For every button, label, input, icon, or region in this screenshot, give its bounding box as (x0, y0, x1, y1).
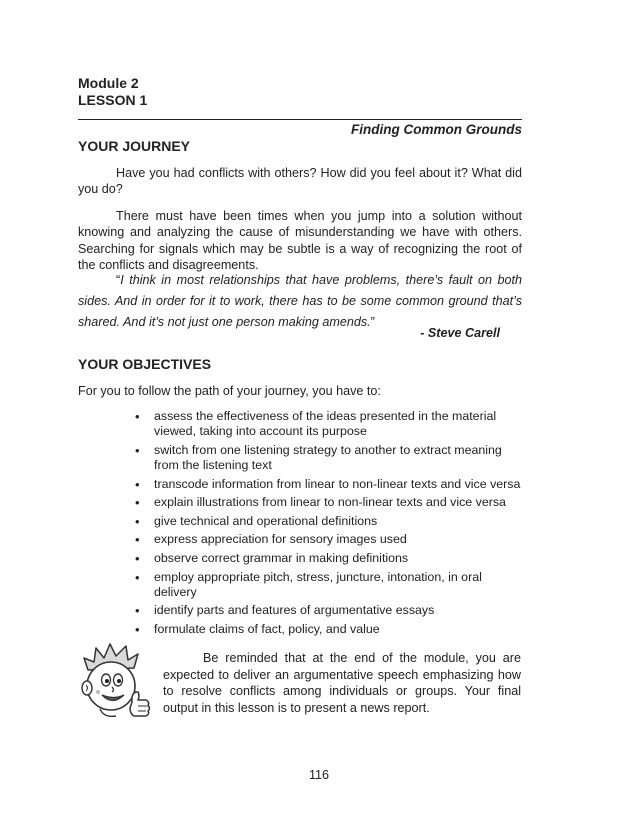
objective-item: • give technical and operational definitions (135, 514, 525, 529)
objective-item: • formulate claims of fact, policy, and value (135, 622, 525, 637)
lesson-label: LESSON 1 (78, 92, 148, 108)
objective-item: • express appreciation for sensory images used (135, 532, 525, 547)
objectives-list (135, 409, 525, 641)
module-label: Module 2 (78, 75, 139, 91)
quote-text: I think in most relationships that have problems, there’s fault on both sides. And in order for it to work, there has to be some common ground that’s shared. And it’s not just one person making amends. (78, 273, 522, 329)
objective-item: • assess the effectiveness of the ideas presented in the material viewed, taking into account its purpose (135, 409, 525, 439)
journey-heading: YOUR JOURNEY (78, 138, 191, 154)
journey-paragraph-2: There must have been times when you jump into a solution without knowing and analyzing the cause of misunderstanding we have with others. Searching for signals which may be subtle is a way of recognizing the root of the conflicts and disagreements. (78, 209, 522, 273)
header-divider (78, 119, 522, 120)
objective-item: • transcode information from linear to non-linear texts and vice versa (135, 477, 525, 492)
module-header (78, 75, 147, 109)
journey-paragraph-1: Have you had conflicts with others? How did you feel about it? What did you do? (78, 166, 522, 197)
quote-open-mark: “ (116, 273, 121, 287)
objective-item: • explain illustrations from linear to non-linear texts and vice versa (135, 495, 525, 510)
quote-attribution: - Steve Carell (420, 326, 500, 340)
objective-item: • observe correct grammar in making definitions (135, 551, 525, 566)
quote-close-mark: ” (370, 315, 375, 329)
page-number: 116 (308, 768, 330, 782)
objective-item: • identify parts and features of argumentative essays (135, 603, 525, 618)
objective-item: • employ appropriate pitch, stress, juncture, intonation, in oral delivery (135, 570, 525, 600)
objective-item: • switch from one listening strategy to another to extract meaning from the listening text (135, 443, 525, 473)
lesson-title: Finding Common Grounds (351, 122, 522, 137)
thumbs-up-boy-icon (74, 640, 156, 720)
quote-block (78, 270, 522, 333)
objectives-intro: For you to follow the path of your journey, you have to: (78, 384, 381, 398)
objectives-heading: YOUR OBJECTIVES (78, 356, 212, 372)
reminder-note: Be reminded that at the end of the module, you are expected to deliver an argumentative speech emphasizing how to resolve conflicts among individuals or groups. Your final output in this lesson is to present a news report. (163, 651, 521, 715)
